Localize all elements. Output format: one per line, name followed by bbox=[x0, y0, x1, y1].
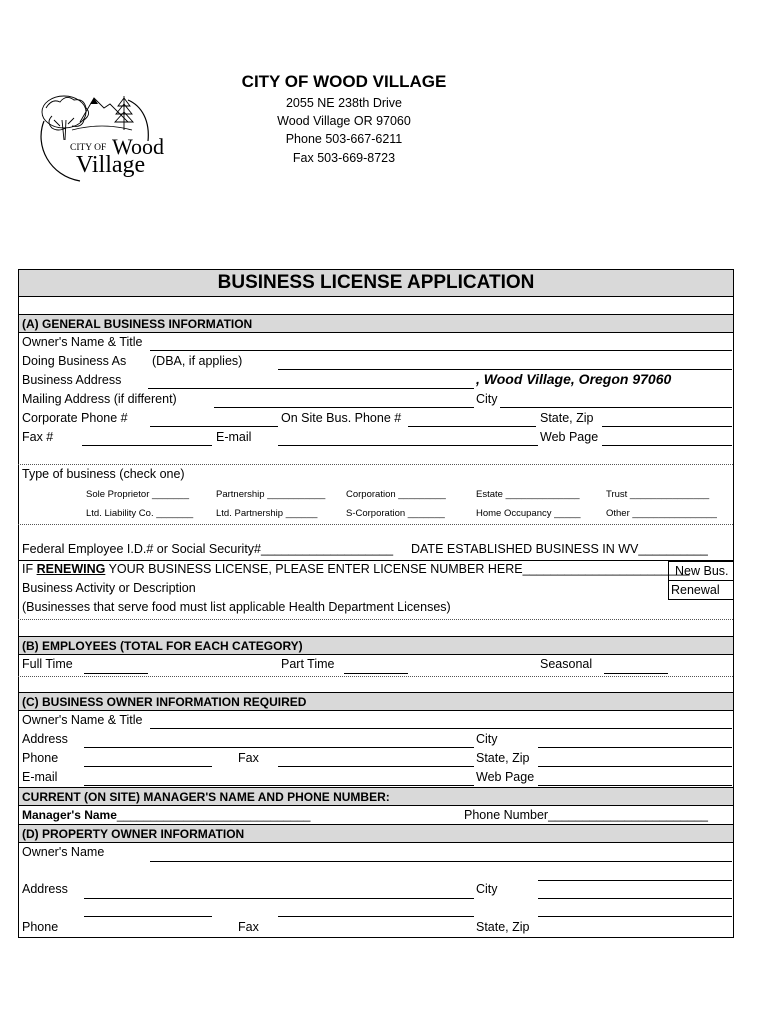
corporate-phone-field[interactable] bbox=[150, 426, 278, 427]
manager-phone-blank: _______________________ bbox=[548, 808, 708, 822]
address-line2: Wood Village OR 97060 bbox=[277, 114, 411, 128]
part-time-label: Part Time bbox=[281, 657, 335, 671]
type-home-occupancy[interactable]: Home Occupancy _____ bbox=[476, 508, 581, 519]
food-note: (Businesses that serve food must list applicable Health Department Licenses) bbox=[22, 600, 451, 614]
type-partnership[interactable]: Partnership ___________ bbox=[216, 489, 326, 500]
type-corporation[interactable]: Corporation _________ bbox=[346, 489, 446, 500]
renewing-prefix: IF bbox=[22, 562, 37, 576]
email-c-field[interactable] bbox=[84, 785, 474, 786]
type-sole-proprietor[interactable]: Sole Proprietor _______ bbox=[86, 489, 189, 500]
address-line1: 2055 NE 238th Drive bbox=[285, 96, 403, 110]
corporate-phone-label: Corporate Phone # bbox=[22, 411, 128, 425]
property-fax-label: Fax bbox=[238, 920, 259, 934]
property-city-label: City bbox=[476, 882, 498, 896]
mailing-city-label: City bbox=[476, 392, 498, 406]
property-address-field[interactable] bbox=[84, 898, 474, 899]
email-c-label: E-mail bbox=[22, 770, 58, 784]
property-owner-field[interactable] bbox=[150, 861, 732, 862]
address-c-label: Address bbox=[22, 732, 68, 746]
state-zip-c-label: State, Zip bbox=[476, 751, 530, 765]
city-c-label: City bbox=[476, 732, 498, 746]
web-page-field[interactable] bbox=[602, 445, 732, 446]
type-estate[interactable]: Estate ______________ bbox=[476, 489, 580, 500]
property-phone-label: Phone bbox=[22, 920, 59, 934]
type-trust[interactable]: Trust _______________ bbox=[606, 489, 710, 500]
on-site-phone-field[interactable] bbox=[408, 426, 536, 427]
full-time-label: Full Time bbox=[22, 657, 73, 671]
renewal-label: Renewal bbox=[671, 583, 720, 597]
property-extra-line[interactable] bbox=[538, 880, 732, 881]
mailing-address-label: Mailing Address (if different) bbox=[22, 392, 177, 406]
section-c-heading: (C) BUSINESS OWNER INFORMATION REQUIRED bbox=[22, 695, 307, 709]
manager-name-field[interactable] bbox=[22, 808, 310, 822]
manager-name-blank: _____________________________ bbox=[116, 808, 311, 822]
property-phone-line[interactable] bbox=[84, 916, 212, 917]
address-c-field[interactable] bbox=[84, 747, 474, 748]
fax-line: Fax 503-669-8723 bbox=[292, 151, 396, 165]
owners-name-field[interactable] bbox=[150, 350, 732, 351]
phone-c-field[interactable] bbox=[84, 766, 212, 767]
state-zip-field[interactable] bbox=[602, 426, 732, 427]
manager-name-label: Manager's Name bbox=[22, 808, 117, 822]
on-site-phone-label: On Site Bus. Phone # bbox=[281, 411, 402, 425]
phone-line: Phone 503-667-6211 bbox=[285, 132, 403, 146]
type-ltd-partnership[interactable]: Ltd. Partnership ______ bbox=[216, 508, 318, 519]
section-d-heading: (D) PROPERTY OWNER INFORMATION bbox=[22, 827, 245, 841]
renewing-word: RENEWING bbox=[36, 562, 106, 576]
property-city-field[interactable] bbox=[538, 898, 732, 899]
logo-city-of-text: CITY OF bbox=[70, 143, 107, 153]
manager-phone-field[interactable] bbox=[464, 808, 708, 822]
phone-c-label: Phone bbox=[22, 751, 59, 765]
city-c-field[interactable] bbox=[538, 747, 732, 748]
section-a-heading: (A) GENERAL BUSINESS INFORMATION bbox=[22, 317, 253, 331]
seasonal-label: Seasonal bbox=[540, 657, 593, 671]
dba-label: Doing Business As bbox=[22, 354, 127, 368]
dba-field[interactable] bbox=[278, 369, 732, 370]
property-address-label: Address bbox=[22, 882, 68, 896]
owner-name-c-label: Owner's Name & Title bbox=[22, 713, 143, 727]
logo-wood-text: Wood bbox=[112, 134, 165, 159]
fax-field[interactable] bbox=[82, 445, 212, 446]
seasonal-field[interactable] bbox=[604, 673, 668, 674]
business-address-field[interactable] bbox=[148, 388, 474, 389]
new-bus-label: New Bus. bbox=[675, 564, 729, 578]
date-established-field[interactable]: DATE ESTABLISHED BUSINESS IN WV__________ bbox=[411, 542, 708, 556]
property-fax-line[interactable] bbox=[278, 916, 474, 917]
logo-village-text: Village bbox=[76, 152, 146, 178]
renewing-label[interactable] bbox=[22, 562, 689, 576]
web-page-c-field[interactable] bbox=[538, 785, 732, 786]
web-page-c-label: Web Page bbox=[476, 770, 535, 784]
email-label: E-mail bbox=[216, 430, 252, 444]
web-page-label: Web Page bbox=[540, 430, 599, 444]
business-activity-label: Business Activity or Description bbox=[22, 581, 196, 595]
form-title: BUSINESS LICENSE APPLICATION bbox=[217, 272, 535, 293]
fax-c-field[interactable] bbox=[278, 766, 474, 767]
state-zip-c-field[interactable] bbox=[538, 766, 732, 767]
city-title: CITY OF WOOD VILLAGE bbox=[241, 72, 447, 91]
owner-name-c-field[interactable] bbox=[150, 728, 732, 729]
manager-heading: CURRENT (ON SITE) MANAGER'S NAME AND PHONE NUMBER: bbox=[22, 790, 390, 804]
property-state-zip-line[interactable] bbox=[538, 916, 732, 917]
fax-label: Fax # bbox=[22, 430, 54, 444]
property-state-zip-label: State, Zip bbox=[476, 920, 530, 934]
fax-c-label: Fax bbox=[238, 751, 259, 765]
type-of-business-label: Type of business (check one) bbox=[22, 467, 185, 481]
type-s-corporation[interactable]: S-Corporation _______ bbox=[346, 508, 445, 519]
property-owner-label: Owner's Name bbox=[22, 845, 105, 859]
state-zip-label: State, Zip bbox=[540, 411, 594, 425]
mailing-address-field[interactable] bbox=[214, 407, 474, 408]
new-bus-checkbox[interactable] bbox=[668, 561, 734, 581]
full-time-field[interactable] bbox=[84, 673, 148, 674]
renewal-checkbox[interactable] bbox=[668, 580, 734, 600]
section-b-heading: (B) EMPLOYEES (TOTAL FOR EACH CATEGORY) bbox=[22, 639, 303, 653]
type-other[interactable]: Other ________________ bbox=[606, 508, 717, 519]
email-field[interactable] bbox=[278, 445, 538, 446]
renewing-suffix: YOUR BUSINESS LICENSE, PLEASE ENTER LICENSE NUMBER HERE________________________ bbox=[105, 562, 690, 576]
part-time-field[interactable] bbox=[344, 673, 408, 674]
business-address-suffix: , Wood Village, Oregon 97060 bbox=[476, 371, 672, 387]
federal-id-field[interactable]: Federal Employee I.D.# or Social Security#___________________ bbox=[22, 542, 394, 556]
dba-note: (DBA, if applies) bbox=[152, 354, 243, 368]
manager-phone-label: Phone Number bbox=[464, 808, 549, 822]
mailing-city-field[interactable] bbox=[500, 407, 732, 408]
owners-name-label: Owner's Name & Title bbox=[22, 335, 143, 349]
type-llc[interactable]: Ltd. Liability Co. _______ bbox=[86, 508, 194, 519]
business-address-label: Business Address bbox=[22, 373, 122, 387]
